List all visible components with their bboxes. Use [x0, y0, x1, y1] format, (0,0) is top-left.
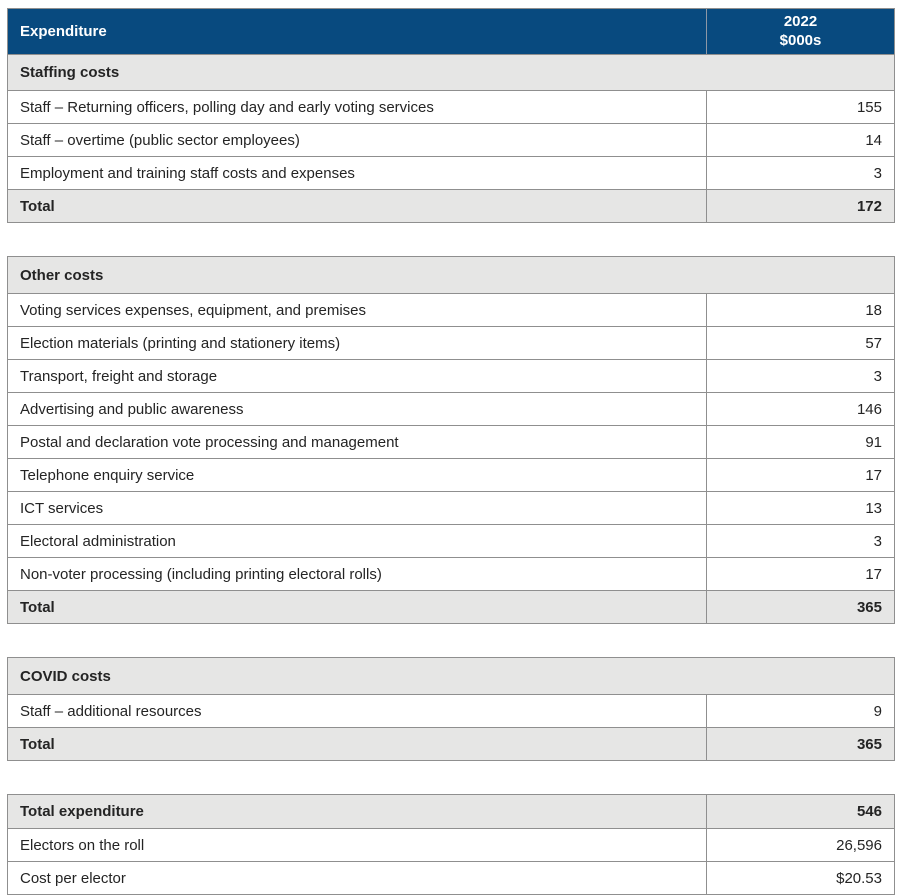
row-value: 155 — [706, 91, 894, 123]
other-total-row — [8, 590, 894, 623]
covid-total-row — [8, 727, 894, 760]
row-label: Staff – additional resources — [20, 702, 202, 720]
electors-value: 26,596 — [706, 829, 894, 861]
section-label: Staffing costs — [20, 64, 120, 81]
electors-label: Electors on the roll — [20, 836, 145, 854]
section-header-staffing — [8, 54, 894, 90]
table-row — [8, 458, 894, 491]
table-row — [8, 557, 894, 590]
table-row — [8, 359, 894, 392]
row-label: Voting services expenses, equipment, and premises — [20, 301, 367, 319]
total-expenditure-row — [8, 795, 894, 828]
covid-costs-table — [7, 657, 895, 761]
total-value: 172 — [706, 190, 894, 222]
table-row — [8, 293, 894, 326]
table-row — [8, 90, 894, 123]
row-value: 3 — [706, 525, 894, 557]
table-gap — [7, 624, 895, 657]
table-row — [8, 326, 894, 359]
staffing-costs-table — [7, 8, 895, 223]
row-value: 3 — [706, 360, 894, 392]
table-row — [8, 425, 894, 458]
row-value: 91 — [706, 426, 894, 458]
table-row — [8, 392, 894, 425]
row-value: 3 — [706, 157, 894, 189]
row-value: 13 — [706, 492, 894, 524]
row-value: 18 — [706, 294, 894, 326]
total-value: 365 — [706, 728, 894, 760]
total-expenditure-label: Total expenditure — [20, 803, 144, 820]
year-column-header — [706, 9, 894, 54]
cost-per-elector-label: Cost per elector — [20, 869, 126, 887]
total-expenditure-value: 546 — [706, 795, 894, 828]
table-row — [8, 123, 894, 156]
table-row — [8, 524, 894, 557]
row-value: 17 — [706, 459, 894, 491]
expenditure-column-header: Expenditure — [20, 23, 107, 40]
section-label: COVID costs — [20, 667, 111, 685]
table-row — [8, 156, 894, 189]
staffing-total-row — [8, 189, 894, 222]
row-value: 14 — [706, 124, 894, 156]
row-label: Transport, freight and storage — [20, 367, 218, 385]
cost-per-elector-row — [8, 861, 894, 894]
table-gap — [7, 761, 895, 794]
section-header-other — [8, 257, 894, 293]
row-label: Electoral administration — [20, 532, 176, 550]
row-label: Employment and training staff costs and expenses — [20, 164, 355, 182]
total-value: 365 — [706, 591, 894, 623]
row-label: Telephone enquiry service — [20, 466, 195, 484]
row-label: ICT services — [20, 499, 104, 517]
other-costs-table — [7, 256, 895, 624]
table-row — [8, 491, 894, 524]
unit-label: $000s — [779, 31, 822, 49]
row-label: Staff – Returning officers, polling day and early voting services — [20, 98, 434, 116]
year-label: 2022 — [783, 12, 818, 30]
row-label: Staff – overtime (public sector employees) — [20, 131, 300, 149]
row-label: Non-voter processing (including printing electoral rolls) — [20, 565, 382, 583]
row-label: Advertising and public awareness — [20, 400, 244, 418]
table-header-row — [8, 9, 894, 54]
expenditure-report-page — [7, 8, 895, 895]
total-label: Total — [20, 197, 55, 215]
row-value: 146 — [706, 393, 894, 425]
section-label: Other costs — [20, 266, 104, 284]
total-label: Total — [20, 735, 55, 753]
row-label: Postal and declaration vote processing and management — [20, 433, 399, 451]
section-header-covid — [8, 658, 894, 694]
row-value: 9 — [706, 695, 894, 727]
row-value: 57 — [706, 327, 894, 359]
summary-table — [7, 794, 895, 895]
row-value: 17 — [706, 558, 894, 590]
row-label: Election materials (printing and stationery items) — [20, 334, 341, 352]
cost-per-elector-value: $20.53 — [706, 862, 894, 894]
table-row — [8, 694, 894, 727]
total-label: Total — [20, 598, 55, 616]
electors-row — [8, 828, 894, 861]
table-gap — [7, 223, 895, 256]
